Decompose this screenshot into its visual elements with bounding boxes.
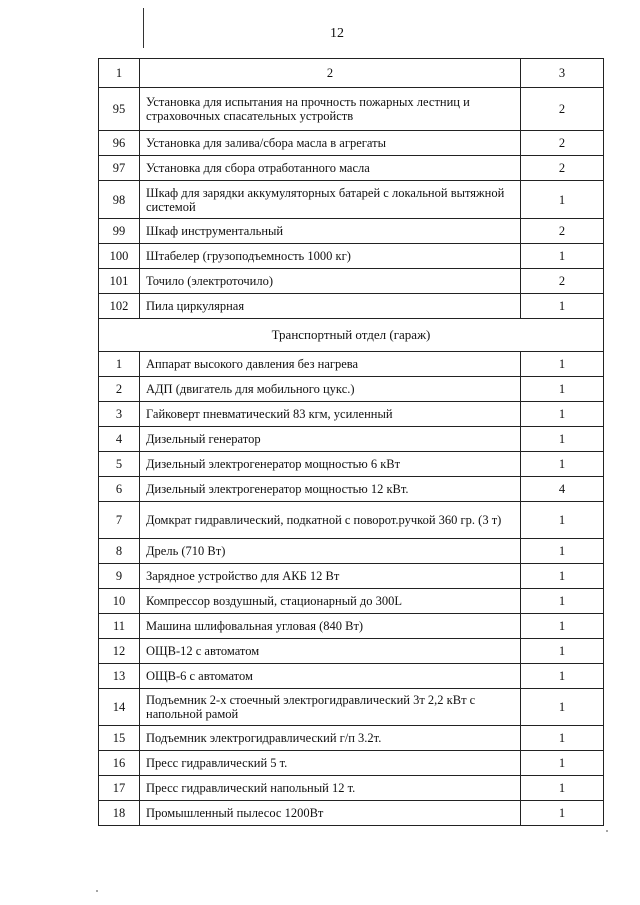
- row-item-name: Точило (электроточило): [140, 269, 521, 294]
- row-item-name: Домкрат гидравлический, подкатной с поворот.ручкой 360 гр. (3 т): [140, 502, 521, 539]
- row-item-name: Подъемник электрогидравлический г/п 3.2т.: [140, 726, 521, 751]
- table-row: [99, 539, 604, 564]
- row-item-name: Установка для залива/сбора масла в агрегаты: [140, 131, 521, 156]
- row-quantity: 1: [521, 452, 604, 477]
- row-item-name: ОЩВ-12 с автоматом: [140, 639, 521, 664]
- table-row: [99, 294, 604, 319]
- row-quantity: 1: [521, 751, 604, 776]
- row-number: 18: [99, 801, 140, 826]
- table-row: [99, 477, 604, 502]
- row-item-name: Пресс гидравлический 5 т.: [140, 751, 521, 776]
- row-quantity: 1: [521, 589, 604, 614]
- table-row: [99, 614, 604, 639]
- table-row: [99, 244, 604, 269]
- table-row: [99, 452, 604, 477]
- row-quantity: 1: [521, 539, 604, 564]
- row-quantity: 1: [521, 402, 604, 427]
- row-number: 8: [99, 539, 140, 564]
- row-number: 15: [99, 726, 140, 751]
- row-number: 9: [99, 564, 140, 589]
- table-row: [99, 269, 604, 294]
- row-number: 100: [99, 244, 140, 269]
- row-number: 96: [99, 131, 140, 156]
- row-number: 102: [99, 294, 140, 319]
- row-number: 97: [99, 156, 140, 181]
- table-row: [99, 564, 604, 589]
- table-row: [99, 726, 604, 751]
- row-number: 12: [99, 639, 140, 664]
- row-item-name: Пила циркулярная: [140, 294, 521, 319]
- table-row: [99, 377, 604, 402]
- row-item-name: Компрессор воздушный, стационарный до 300L: [140, 589, 521, 614]
- row-item-name: Подъемник 2-х стоечный электрогидравлический 3т 2,2 кВт с напольной рамой: [140, 689, 521, 726]
- row-item-name: Промышленный пылесос 1200Вт: [140, 801, 521, 826]
- row-number: 4: [99, 427, 140, 452]
- header-col-quantity: 3: [521, 59, 604, 88]
- row-quantity: 1: [521, 639, 604, 664]
- row-quantity: 4: [521, 477, 604, 502]
- row-number: 2: [99, 377, 140, 402]
- row-item-name: Установка для сбора отработанного масла: [140, 156, 521, 181]
- table-row: [99, 776, 604, 801]
- table-row: [99, 352, 604, 377]
- row-quantity: 2: [521, 219, 604, 244]
- row-number: 98: [99, 181, 140, 219]
- table-row: [99, 88, 604, 131]
- row-item-name: ОЩВ-6 с автоматом: [140, 664, 521, 689]
- table-row: [99, 402, 604, 427]
- row-number: 13: [99, 664, 140, 689]
- row-item-name: Установка для испытания на прочность пожарных лестниц и страховочных спасательных устройств: [140, 88, 521, 131]
- header-col-number: 1: [99, 59, 140, 88]
- row-number: 101: [99, 269, 140, 294]
- row-number: 11: [99, 614, 140, 639]
- row-number: 99: [99, 219, 140, 244]
- row-quantity: 1: [521, 776, 604, 801]
- scan-speck: [96, 890, 98, 892]
- row-quantity: 1: [521, 726, 604, 751]
- row-number: 16: [99, 751, 140, 776]
- row-quantity: 1: [521, 801, 604, 826]
- row-quantity: 1: [521, 181, 604, 219]
- row-quantity: 1: [521, 614, 604, 639]
- table-header-row: [99, 59, 604, 88]
- row-quantity: 2: [521, 269, 604, 294]
- row-item-name: Зарядное устройство для АКБ 12 Вт: [140, 564, 521, 589]
- row-quantity: 1: [521, 427, 604, 452]
- table-row: [99, 639, 604, 664]
- table-row: [99, 751, 604, 776]
- row-item-name: Машина шлифовальная угловая (840 Вт): [140, 614, 521, 639]
- section-row: [99, 319, 604, 352]
- row-item-name: Шкаф для зарядки аккумуляторных батарей с локальной вытяжной системой: [140, 181, 521, 219]
- row-number: 14: [99, 689, 140, 726]
- row-item-name: Штабелер (грузоподъемность 1000 кг): [140, 244, 521, 269]
- row-item-name: Дизельный генератор: [140, 427, 521, 452]
- row-number: 6: [99, 477, 140, 502]
- row-quantity: 1: [521, 377, 604, 402]
- row-quantity: 1: [521, 689, 604, 726]
- table-row: [99, 589, 604, 614]
- row-item-name: Аппарат высокого давления без нагрева: [140, 352, 521, 377]
- row-quantity: 2: [521, 156, 604, 181]
- table-row: [99, 801, 604, 826]
- row-quantity: 1: [521, 664, 604, 689]
- scan-speck: [606, 830, 608, 832]
- section-title: Транспортный отдел (гараж): [99, 319, 604, 352]
- row-quantity: 1: [521, 502, 604, 539]
- row-item-name: Дизельный электрогенератор мощностью 12 кВт.: [140, 477, 521, 502]
- table-row: [99, 664, 604, 689]
- row-quantity: 1: [521, 352, 604, 377]
- row-quantity: 2: [521, 88, 604, 131]
- row-item-name: Пресс гидравлический напольный 12 т.: [140, 776, 521, 801]
- margin-line: [143, 8, 144, 48]
- row-quantity: 2: [521, 131, 604, 156]
- page-number: 12: [330, 26, 344, 41]
- row-item-name: Дизельный электрогенератор мощностью 6 кВт: [140, 452, 521, 477]
- row-item-name: АДП (двигатель для мобильного цукс.): [140, 377, 521, 402]
- inventory-table: [98, 58, 604, 826]
- row-number: 7: [99, 502, 140, 539]
- row-number: 10: [99, 589, 140, 614]
- table-row: [99, 219, 604, 244]
- table-row: [99, 131, 604, 156]
- header-col-name: 2: [140, 59, 521, 88]
- row-item-name: Гайковерт пневматический 83 кгм, усиленный: [140, 402, 521, 427]
- row-number: 3: [99, 402, 140, 427]
- row-number: 1: [99, 352, 140, 377]
- row-number: 5: [99, 452, 140, 477]
- row-quantity: 1: [521, 564, 604, 589]
- row-number: 17: [99, 776, 140, 801]
- table-row: [99, 181, 604, 219]
- row-number: 95: [99, 88, 140, 131]
- table-row: [99, 156, 604, 181]
- table-row: [99, 689, 604, 726]
- row-quantity: 1: [521, 244, 604, 269]
- row-item-name: Дрель (710 Вт): [140, 539, 521, 564]
- row-quantity: 1: [521, 294, 604, 319]
- table-row: [99, 427, 604, 452]
- table-row: [99, 502, 604, 539]
- row-item-name: Шкаф инструментальный: [140, 219, 521, 244]
